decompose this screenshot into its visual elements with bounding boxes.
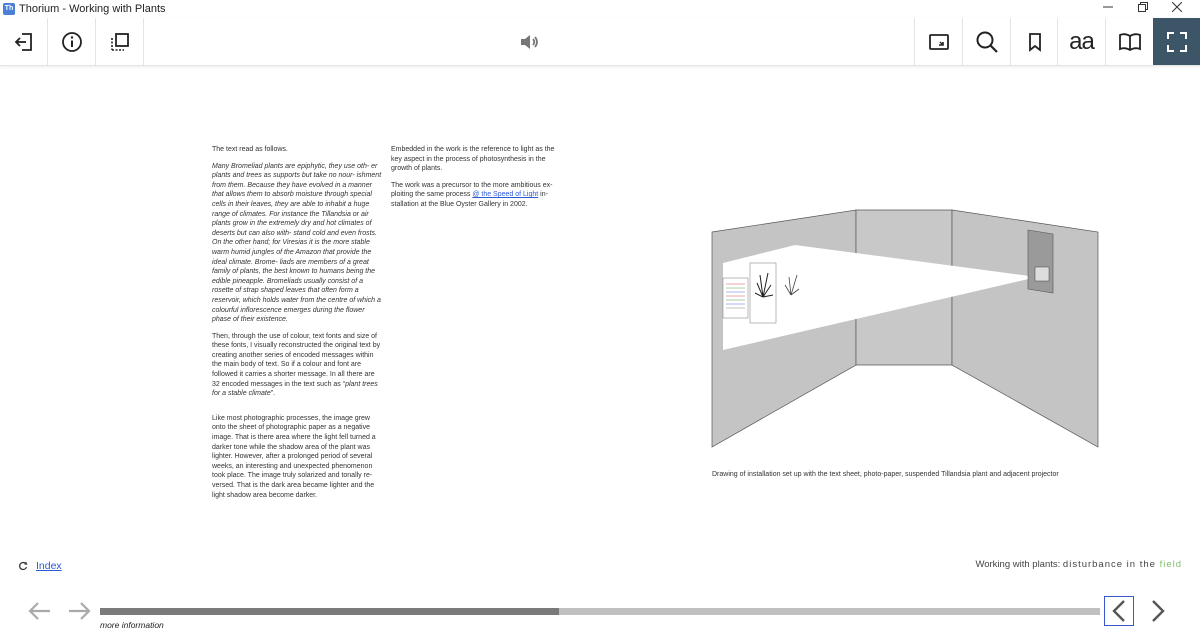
encoded-message: plant trees for a stable climate	[212, 380, 378, 398]
index-link[interactable]: Index	[36, 560, 62, 572]
encoding-text-end: ”.	[270, 390, 276, 398]
progress-label: more information	[100, 620, 164, 630]
picture-in-picture-icon	[928, 31, 950, 53]
book-title-accent: field	[1159, 559, 1182, 570]
reading-progress-fill	[100, 608, 559, 615]
info-button[interactable]	[48, 18, 96, 65]
installation-drawing	[705, 205, 1105, 455]
speed-of-light-link[interactable]: @ the Speed of Light	[472, 191, 539, 199]
navigation-button[interactable]	[96, 18, 144, 65]
next-page-button[interactable]	[1143, 596, 1173, 626]
minimize-icon	[1103, 2, 1113, 12]
navigation-icon	[109, 31, 131, 53]
toc-book-icon	[1118, 31, 1142, 53]
figure-caption: Drawing of installation set up with the text sheet, photo-paper, suspended Tillandsia plant and adjacent projector	[712, 471, 1059, 478]
previous-page-button[interactable]	[1104, 596, 1134, 626]
quoted-paragraph: Many Bromeliad plants are epiphytic, they use oth- er plants and trees as supports but take no nour- ishment from them. Because they have evolved in a manner that allows them to absorb moisture through special cells in their leaves, they are able to inhabit a huge range of climates. For instance the Tillandsia or air plants grow in the extremely dry and hot climates of deserts but can also with- stand cold and even frosts. On the other hand; for Viresias it is the more stable warm humid jungles of the Amazon that provide the ideal climate. Brome- liads are members of a great family of plants, the best known to humans being the edible pineapple. Bromeliads usually consist of a rosette of strap shaped leaves that often form a reservoir, which holds water from the centre of which a colourful inflorescence emerges during the flower phase of their existence.	[212, 162, 382, 324]
search-icon	[975, 30, 999, 54]
back-to-library-button[interactable]	[0, 18, 48, 65]
search-button[interactable]	[962, 18, 1010, 65]
restore-icon	[1138, 2, 1148, 12]
history-forward-button[interactable]	[66, 598, 92, 624]
fullscreen-icon	[1166, 31, 1188, 53]
reading-progress-bar[interactable]	[100, 608, 1100, 615]
encoding-paragraph	[212, 332, 384, 399]
book-title-sub: disturbance in the	[1062, 559, 1160, 570]
light-paragraph: Embedded in the work is the reference to light as the key aspect in the process of photosynthesis in the growth of plants.	[391, 146, 555, 173]
reader-toolbar	[0, 18, 1200, 66]
photographic-paragraph: Like most photographic processes, the image grew onto the sheet of photographic paper as a negative image. That is there area where the light fell turned a darker tone while the shadow area of the plant was lighter. However, after a prolonged period of several weeks, an interesting and unexpected phenomenon took place. The image truly solarized and tonally re- versed. That is the dark area became lighter and the light shadow area become darker.	[212, 414, 376, 499]
reload-icon	[18, 561, 28, 571]
title-bar	[0, 0, 1200, 18]
chevron-right-icon	[1150, 599, 1166, 623]
font-size-icon: aa	[1069, 27, 1094, 55]
text-column-left	[212, 145, 384, 507]
bookmark-button[interactable]	[1010, 18, 1058, 65]
text-column-right	[391, 145, 563, 217]
book-title-prefix: Working with plants:	[975, 559, 1063, 570]
font-settings-button[interactable]	[1057, 18, 1105, 65]
close-icon	[1172, 2, 1182, 12]
read-aloud-button[interactable]	[505, 18, 552, 65]
bookmark-icon	[1024, 31, 1046, 53]
intro-paragraph: The text read as follows.	[212, 146, 288, 153]
info-icon	[61, 31, 83, 53]
fullscreen-button[interactable]	[1153, 18, 1200, 65]
chevron-left-icon	[1111, 599, 1127, 623]
history-back-button[interactable]	[27, 598, 53, 624]
back-to-library-icon	[13, 31, 35, 53]
speaker-icon	[518, 31, 540, 53]
table-of-contents-button[interactable]	[1105, 18, 1153, 65]
precursor-text-end: in- stallation at the Blue Oyster Gallery in 2002.	[391, 191, 548, 208]
installation-drawing-svg	[705, 205, 1105, 455]
close-window-button[interactable]	[1154, 0, 1200, 18]
encoding-text: Then, through the use of colour, text fonts and size of these fonts, I visually reconstructed the original text by creating another series of encoded messages within the main body of text. So if a colour and font are followed it carries a shorter message. In all there are 32 encoded messages in the text such as “	[212, 332, 381, 388]
precursor-text: The work was a precursor to the more ambitious ex- ploiting the same process	[391, 181, 553, 199]
window-title: Thorium - Working with Plants	[19, 3, 166, 15]
book-title-footer	[975, 559, 1182, 570]
precursor-paragraph	[391, 181, 563, 210]
app-logo-icon: Th	[3, 3, 15, 15]
picture-in-picture-button[interactable]	[914, 18, 962, 65]
